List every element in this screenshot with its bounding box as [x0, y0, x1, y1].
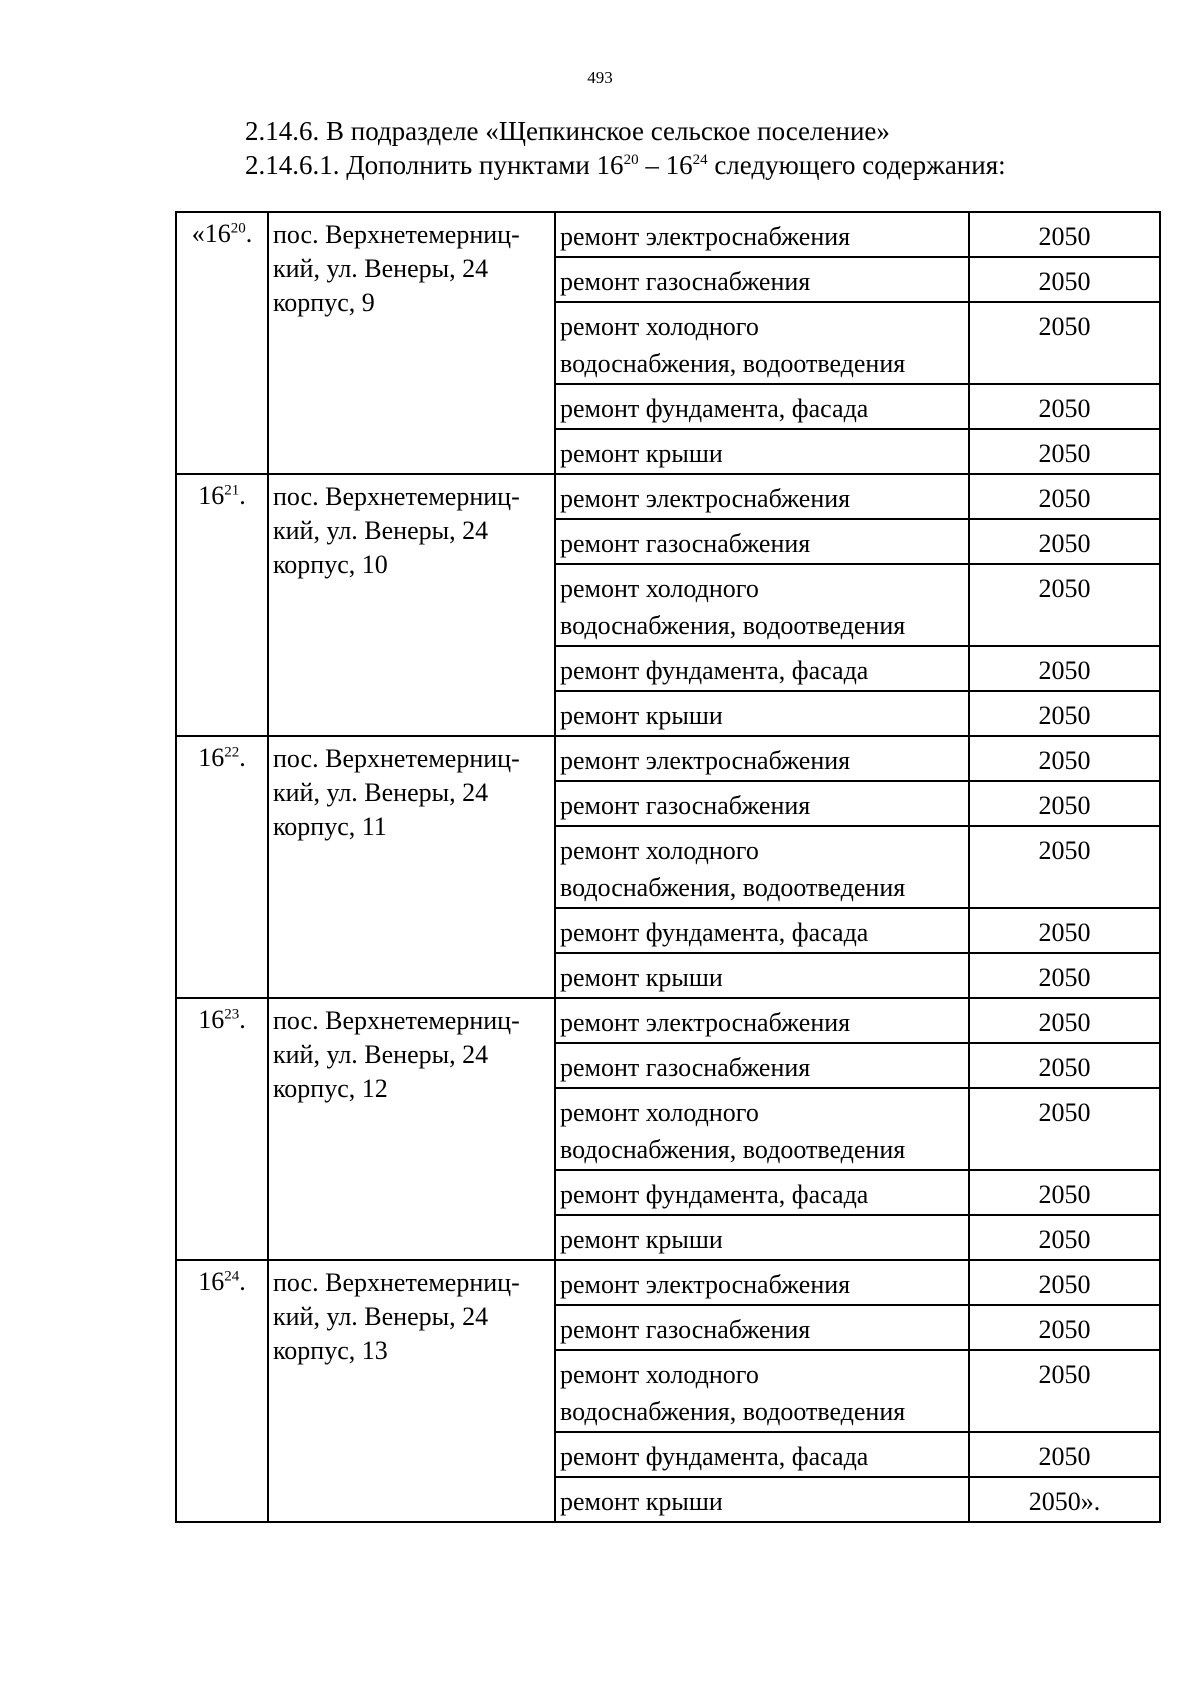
works-list [556, 999, 1159, 1259]
work-name-line: ремонт крыши [560, 1225, 723, 1254]
work-year-cell: 2050 [1038, 222, 1091, 251]
work-name-cell [556, 1044, 970, 1087]
item-number [177, 475, 269, 735]
table-group [177, 213, 1159, 473]
item-number-suffix: . [239, 481, 246, 510]
address-cell [269, 213, 556, 473]
works-list [556, 737, 1159, 997]
work-name-cell [556, 782, 970, 825]
work-year-cell: 2050 [1038, 701, 1091, 730]
table-row [556, 952, 1159, 997]
work-name-line: ремонт фундамента, фасада [560, 394, 869, 423]
work-year-cell: 2050 [1038, 836, 1091, 865]
work-name-line: ремонт фундамента, фасада [560, 918, 869, 947]
work-name-cell [556, 475, 970, 518]
table-row [556, 475, 1159, 518]
works-list [556, 213, 1159, 473]
work-name-line: водоснабжения, водоотведения [560, 1397, 906, 1426]
table-row [556, 1214, 1159, 1259]
work-name-cell [556, 1089, 970, 1169]
table-row [556, 256, 1159, 301]
work-name-line: ремонт электроснабжения [560, 222, 851, 251]
address-line: кий, ул. Венеры, 24 [273, 254, 489, 283]
address-line: корпус, 11 [273, 812, 387, 841]
work-name-cell [556, 520, 970, 563]
work-name-line: водоснабжения, водоотведения [560, 1135, 906, 1164]
table-row [556, 1431, 1159, 1476]
item-number-sup: 23 [224, 1006, 240, 1023]
table-group [177, 473, 1159, 735]
work-name-line: ремонт крыши [560, 963, 723, 992]
work-name-cell [556, 213, 970, 256]
work-year-cell: 2050 [1038, 267, 1091, 296]
address-line: пос. Верхнетемерниц- [273, 744, 520, 773]
instruction-sup-end: 24 [692, 152, 708, 168]
work-name-cell [556, 385, 970, 428]
work-name-cell [556, 430, 970, 473]
table-row [556, 301, 1159, 383]
work-name-line: ремонт электроснабжения [560, 746, 851, 775]
instruction-text-prefix: 2.14.6.1. Дополнить пунктами 16 [245, 150, 624, 180]
item-number-sup: 21 [224, 482, 240, 499]
address-cell [269, 475, 556, 735]
work-name-cell [556, 565, 970, 645]
table-row [556, 1261, 1159, 1304]
instruction-sup-start: 20 [623, 152, 639, 168]
instruction-text-mid: – 16 [638, 150, 693, 180]
table-row [556, 1042, 1159, 1087]
work-name-line: ремонт крыши [560, 701, 723, 730]
work-year-cell: 2050 [1038, 1360, 1091, 1389]
item-number-prefix: 16 [198, 1267, 225, 1296]
work-name-line: ремонт газоснабжения [560, 1315, 811, 1344]
table-row [556, 690, 1159, 735]
table-row [556, 1476, 1159, 1521]
work-name-cell [556, 827, 970, 907]
work-year-cell: 2050 [1038, 439, 1091, 468]
work-name-cell [556, 303, 970, 383]
item-number [177, 1261, 269, 1521]
table-row [556, 428, 1159, 473]
item-number-suffix: . [245, 219, 253, 248]
item-number [177, 737, 269, 997]
work-year-cell: 2050 [1038, 746, 1091, 775]
table-row [556, 213, 1159, 256]
address-line: корпус, 13 [273, 1336, 388, 1365]
item-number-prefix: «16 [191, 219, 231, 248]
work-name-line: ремонт газоснабжения [560, 1053, 811, 1082]
item-number-suffix: . [239, 743, 246, 772]
work-name-line: ремонт газоснабжения [560, 529, 811, 558]
work-name-cell [556, 258, 970, 301]
work-name-cell [556, 647, 970, 690]
work-name-line: ремонт холодного [560, 312, 759, 341]
work-year-cell: 2050 [1038, 1225, 1091, 1254]
address-line: корпус, 12 [273, 1074, 388, 1103]
work-name-line: ремонт холодного [560, 836, 759, 865]
work-name-line: ремонт электроснабжения [560, 1008, 851, 1037]
table-row [556, 518, 1159, 563]
table-row [556, 645, 1159, 690]
work-year-cell: 2050 [1038, 1442, 1091, 1471]
works-list [556, 475, 1159, 735]
item-number-prefix: 16 [198, 743, 225, 772]
work-name-line: ремонт фундамента, фасада [560, 1442, 869, 1471]
item-number-sup: 22 [224, 744, 240, 761]
work-year-cell: 2050 [1038, 1270, 1091, 1299]
table-row [556, 1087, 1159, 1169]
item-number-prefix: 16 [198, 481, 225, 510]
work-name-line: водоснабжения, водоотведения [560, 873, 906, 902]
work-name-line: ремонт газоснабжения [560, 791, 811, 820]
table-row [556, 563, 1159, 645]
table-row [556, 1169, 1159, 1214]
table-row [556, 999, 1159, 1042]
work-name-line: ремонт холодного [560, 574, 759, 603]
address-line: пос. Верхнетемерниц- [273, 482, 520, 511]
work-name-cell [556, 1171, 970, 1214]
table-group [177, 735, 1159, 997]
work-name-line: ремонт фундамента, фасада [560, 1180, 869, 1209]
section-heading: 2.14.6. В подразделе «Щепкинское сельское поселение» [245, 116, 890, 146]
page-number: 493 [587, 68, 613, 87]
work-name-line: ремонт крыши [560, 1487, 723, 1516]
work-name-cell [556, 954, 970, 997]
table-group [177, 1259, 1159, 1521]
table-row [556, 780, 1159, 825]
address-line: корпус, 10 [273, 550, 388, 579]
work-year-cell: 2050 [1038, 1315, 1091, 1344]
work-name-line: ремонт электроснабжения [560, 484, 851, 513]
item-number-sup: 20 [230, 220, 246, 237]
address-line: пос. Верхнетемерниц- [273, 220, 520, 249]
address-line: пос. Верхнетемерниц- [273, 1268, 520, 1297]
works-table [175, 211, 1161, 1523]
address-line: пос. Верхнетемерниц- [273, 1006, 520, 1035]
work-name-line: ремонт холодного [560, 1360, 759, 1389]
item-number [177, 213, 269, 473]
work-name-line: ремонт холодного [560, 1098, 759, 1127]
instruction-text-suffix: следующего содержания: [707, 150, 1006, 180]
work-name-cell [556, 1433, 970, 1476]
work-year-cell: 2050 [1038, 1008, 1091, 1037]
work-year-cell: 2050 [1038, 574, 1091, 603]
work-name-cell [556, 1478, 970, 1521]
table-row [556, 1304, 1159, 1349]
works-list [556, 1261, 1159, 1521]
table-row [556, 825, 1159, 907]
work-year-cell: 2050 [1038, 1180, 1091, 1209]
work-name-cell [556, 1261, 970, 1304]
work-year-cell: 2050 [1038, 394, 1091, 423]
table-row [556, 737, 1159, 780]
work-name-cell [556, 1351, 970, 1431]
address-cell [269, 999, 556, 1259]
work-year-cell: 2050 [1038, 529, 1091, 558]
address-line: кий, ул. Венеры, 24 [273, 1302, 489, 1331]
work-year-cell: 2050 [1038, 963, 1091, 992]
address-line: кий, ул. Венеры, 24 [273, 516, 489, 545]
work-year-cell: 2050 [1038, 918, 1091, 947]
address-cell [269, 737, 556, 997]
work-year-cell: 2050 [1038, 791, 1091, 820]
work-name-line: ремонт крыши [560, 439, 723, 468]
table-row [556, 1349, 1159, 1431]
work-name-cell [556, 1306, 970, 1349]
work-year-cell: 2050 [1038, 484, 1091, 513]
instruction-heading [245, 150, 1006, 181]
work-year-cell: 2050 [1038, 656, 1091, 685]
item-number [177, 999, 269, 1259]
work-year-cell: 2050 [1038, 1098, 1091, 1127]
work-name-line: ремонт газоснабжения [560, 267, 811, 296]
item-number-suffix: . [239, 1005, 246, 1034]
address-cell [269, 1261, 556, 1521]
address-line: корпус, 9 [273, 288, 375, 317]
work-name-cell [556, 692, 970, 735]
work-name-line: водоснабжения, водоотведения [560, 349, 906, 378]
work-name-line: ремонт фундамента, фасада [560, 656, 869, 685]
item-number-suffix: . [239, 1267, 246, 1296]
work-name-line: водоснабжения, водоотведения [560, 611, 906, 640]
work-year-cell: 2050». [1028, 1487, 1101, 1516]
work-name-cell [556, 737, 970, 780]
table-group [177, 997, 1159, 1259]
work-name-cell [556, 1216, 970, 1259]
item-number-prefix: 16 [198, 1005, 225, 1034]
table-row [556, 383, 1159, 428]
work-year-cell: 2050 [1038, 312, 1091, 341]
work-name-line: ремонт электроснабжения [560, 1270, 851, 1299]
address-line: кий, ул. Венеры, 24 [273, 778, 489, 807]
item-number-sup: 24 [224, 1268, 240, 1285]
work-year-cell: 2050 [1038, 1053, 1091, 1082]
address-line: кий, ул. Венеры, 24 [273, 1040, 489, 1069]
work-name-cell [556, 909, 970, 952]
table-row [556, 907, 1159, 952]
work-name-cell [556, 999, 970, 1042]
